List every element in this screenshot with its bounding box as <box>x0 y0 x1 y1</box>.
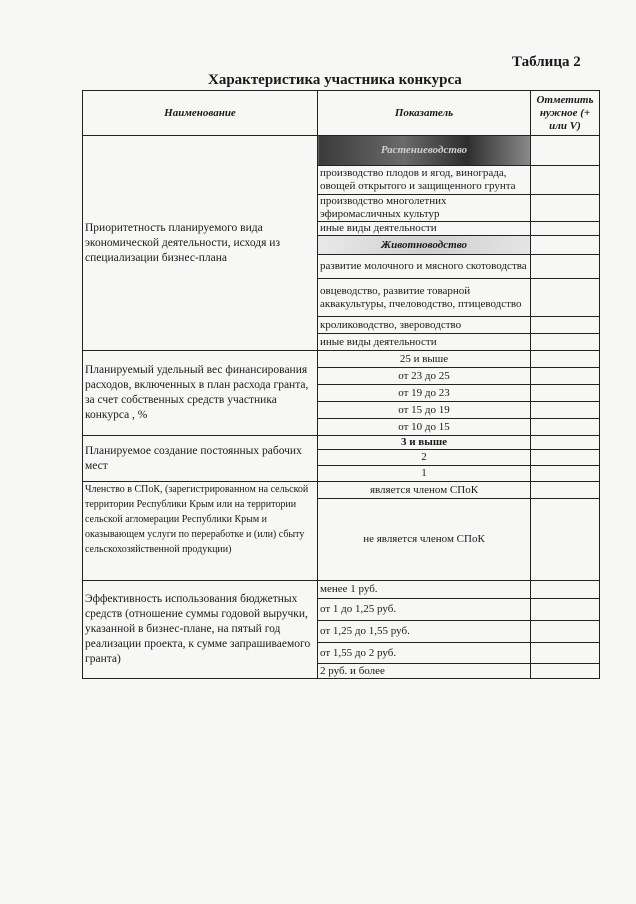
criterion-row <box>83 136 600 166</box>
mark-cell[interactable] <box>531 482 600 499</box>
column-header-name: Наименование <box>83 91 318 136</box>
mark-cell[interactable] <box>531 195 600 222</box>
mark-cell[interactable] <box>531 599 600 621</box>
mark-cell[interactable] <box>531 436 600 450</box>
indicator-cell: производство многолетних эфиромасличных культур <box>318 195 531 222</box>
indicator-cell: от 10 до 15 <box>318 419 531 436</box>
mark-cell[interactable] <box>531 317 600 334</box>
criterion-name: Членство в СПоК, (зарегистрированном на сельской территории Республики Крым или на территории сельской агломерации Республики Крым и оказывающем услуги по переработке и (или) сбыту сельскохозяйственной продукции) <box>83 482 318 581</box>
mark-cell[interactable] <box>531 419 600 436</box>
indicator-cell: от 19 до 23 <box>318 385 531 402</box>
indicator-cell: кролиководство, звероводство <box>318 317 531 334</box>
criterion-row <box>83 482 600 499</box>
criterion-name: Планируемое создание постоянных рабочих мест <box>83 436 318 482</box>
mark-cell[interactable] <box>531 255 600 279</box>
indicator-cell: производство плодов и ягод, винограда, овощей открытого и защищенного грунта <box>318 166 531 195</box>
mark-cell[interactable] <box>531 166 600 195</box>
indicator-cell: от 1 до 1,25 руб. <box>318 599 531 621</box>
mark-cell[interactable] <box>531 664 600 679</box>
mark-cell[interactable] <box>531 581 600 599</box>
table-header-row <box>83 91 600 136</box>
participant-characteristics-table <box>82 90 600 679</box>
indicator-cell: от 1,55 до 2 руб. <box>318 643 531 664</box>
mark-cell[interactable] <box>531 385 600 402</box>
mark-cell[interactable] <box>531 136 600 166</box>
indicator-cell: иные виды деятельности <box>318 334 531 351</box>
criterion-row <box>83 351 600 368</box>
indicator-cell: 25 и выше <box>318 351 531 368</box>
criterion-name: Приоритетность планируемого вида экономической деятельности, исходя из специализации бизнес-плана <box>83 136 318 351</box>
indicator-cell: 2 руб. и более <box>318 664 531 679</box>
mark-cell[interactable] <box>531 222 600 236</box>
criterion-row <box>83 581 600 599</box>
mark-cell[interactable] <box>531 279 600 317</box>
mark-cell[interactable] <box>531 466 600 482</box>
mark-cell[interactable] <box>531 402 600 419</box>
indicator-cell: овцеводство, развитие товарной аквакультуры, пчеловодство, птицеводство <box>318 279 531 317</box>
indicator-cell: 1 <box>318 466 531 482</box>
indicator-cell: 2 <box>318 450 531 466</box>
criterion-row <box>83 436 600 450</box>
indicator-cell: Растениеводство <box>318 136 531 166</box>
indicator-cell: менее 1 руб. <box>318 581 531 599</box>
mark-cell[interactable] <box>531 643 600 664</box>
mark-cell[interactable] <box>531 236 600 255</box>
mark-cell[interactable] <box>531 450 600 466</box>
indicator-cell: 3 и выше <box>318 436 531 450</box>
mark-cell[interactable] <box>531 368 600 385</box>
indicator-cell: от 23 до 25 <box>318 368 531 385</box>
indicator-cell: от 15 до 19 <box>318 402 531 419</box>
indicator-cell: развитие молочного и мясного скотоводства <box>318 255 531 279</box>
indicator-cell: является членом СПоК <box>318 482 531 499</box>
mark-cell[interactable] <box>531 334 600 351</box>
indicator-cell: Животноводство <box>318 236 531 255</box>
criterion-name: Эффективность использования бюджетных средств (отношение суммы годовой выручки, указанной в бизнес-плане, на пятый год реализации проекта, к сумме запрашиваемого гранта) <box>83 581 318 679</box>
indicator-cell: иные виды деятельности <box>318 222 531 236</box>
column-header-indicator: Показатель <box>318 91 531 136</box>
column-header-mark: Отметить нужное (+ или V) <box>531 91 600 136</box>
mark-cell[interactable] <box>531 621 600 643</box>
mark-cell[interactable] <box>531 499 600 581</box>
document-title: Характеристика участника конкурса <box>208 72 462 88</box>
criterion-name: Планируемый удельный вес финансирования расходов, включенных в план расхода гранта, за счет собственных средств участника конкурса , % <box>83 351 318 436</box>
indicator-cell: не является членом СПоК <box>318 499 531 581</box>
indicator-cell: от 1,25 до 1,55 руб. <box>318 621 531 643</box>
table-number: Таблица 2 <box>512 54 581 70</box>
mark-cell[interactable] <box>531 351 600 368</box>
